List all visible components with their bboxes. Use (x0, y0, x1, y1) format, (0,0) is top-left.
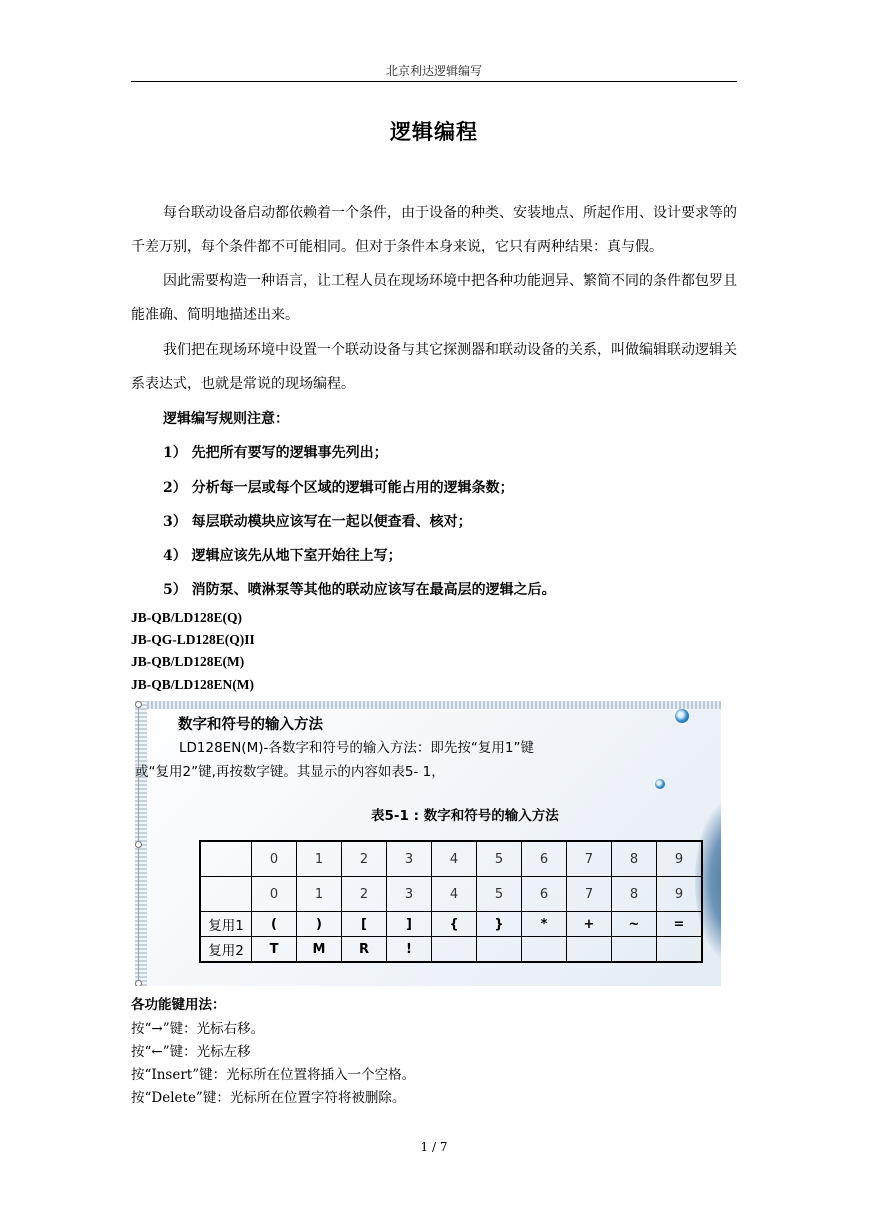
table-row-label: 复用1 (200, 912, 252, 937)
page-title: 逻辑编程 (390, 119, 478, 144)
input-method-table (199, 840, 703, 963)
table-row (200, 877, 702, 912)
table-cell (200, 841, 252, 877)
slide-table-title: 表5-1 : 数字和符号的输入方法 (371, 808, 559, 824)
table-cell: 7 (567, 877, 612, 912)
slide-instruction-text: 或“复用2”键,再按数字键。其显示的内容如表5- 1， (135, 764, 445, 780)
rule-item-3: 3） 每层联动模块应该写在一起以便查看、核对； (163, 514, 472, 530)
table-cell: R (342, 937, 387, 963)
table-cell: } (477, 912, 522, 937)
paragraph-2: 因此需要构造一种语言，让工程人员在现场环境中把各种功能迥异、繁简不同的条件都包罗且能准确、简明地描述出来。 (131, 273, 737, 323)
model-4: JB-QB/LD128EN(M) (131, 677, 254, 692)
rules-heading: 逻辑编写规则注意： (163, 411, 289, 427)
page-number: 1 / 7 (420, 1140, 448, 1154)
table-row (200, 912, 702, 937)
keys-heading: 各功能键用法： (131, 997, 226, 1013)
table-cell: M (297, 937, 342, 963)
resize-handle-top (135, 701, 142, 708)
table-cell: 4 (432, 877, 477, 912)
paragraph-3: 我们把在现场环境中设置一个联动设备与其它探测器和联动设备的关系，叫做编辑联动逻辑关系表达式，也就是常说的现场编程。 (131, 342, 737, 392)
key-usage-right: 按“→”键：光标右移。 (131, 1021, 265, 1037)
table-cell: 0 (252, 877, 297, 912)
table-cell: 7 (567, 841, 612, 877)
table-cell: 9 (657, 877, 703, 912)
table-cell: 8 (612, 877, 657, 912)
table-row (200, 841, 702, 877)
table-cell (612, 937, 657, 963)
table-cell: * (522, 912, 567, 937)
table-cell: ) (297, 912, 342, 937)
slide-heading: 数字和符号的输入方法 (178, 717, 323, 733)
model-2: JB-QG-LD128E(Q)II (131, 632, 255, 647)
key-usage-delete: 按“Delete”键：光标所在位置字符将被删除。 (131, 1090, 406, 1106)
table-row-label: 复用2 (200, 937, 252, 963)
table-cell: [ (342, 912, 387, 937)
table-cell (477, 937, 522, 963)
table-cell: 0 (252, 841, 297, 877)
table-cell: 5 (477, 877, 522, 912)
table-cell (432, 937, 477, 963)
blue-orb-decoration-small (655, 779, 665, 789)
table-cell: 4 (432, 841, 477, 877)
table-cell: + (567, 912, 612, 937)
rule-item-1: 1） 先把所有要写的逻辑事先列出； (163, 445, 388, 461)
paragraph-1: 每台联动设备启动都依赖着一个条件，由于设备的种类、安装地点、所起作用、设计要求等的千差万别，每个条件都不可能相同。但对于条件本身来说，它只有两种结果：真与假。 (131, 205, 737, 255)
table-cell (522, 937, 567, 963)
slide-instruction-line-1: LD128EN(M)-各数字和符号的输入方法：即先按“复用1”键 (179, 740, 534, 756)
running-header: 北京利达逻辑编写 (385, 64, 482, 78)
table-cell: 6 (522, 877, 567, 912)
table-cell: ~ (612, 912, 657, 937)
table-cell: = (657, 912, 703, 937)
key-usage-left: 按“←”键：光标左移 (131, 1044, 251, 1060)
rule-item-4: 4） 逻辑应该先从地下室开始往上写； (163, 548, 402, 564)
table-cell: { (432, 912, 477, 937)
table-cell: 2 (342, 841, 387, 877)
table-cell: 6 (522, 841, 567, 877)
table-row (200, 937, 702, 963)
table-cell: 1 (297, 841, 342, 877)
slide-top-band (135, 701, 721, 709)
table-cell (200, 877, 252, 912)
table-cell: 2 (342, 877, 387, 912)
table-cell: 5 (477, 841, 522, 877)
model-1: JB-QB/LD128E(Q) (131, 610, 243, 625)
embedded-slide-image (135, 701, 721, 986)
rule-item-2: 2） 分析每一层或每个区域的逻辑可能占用的逻辑条数； (163, 480, 514, 496)
key-usage-insert: 按“Insert”键：光标所在位置将插入一个空格。 (131, 1067, 416, 1083)
table-cell: 9 (657, 841, 703, 877)
rule-item-5: 5） 消防泵、喷淋泵等其他的联动应该写在最高层的逻辑之后。 (163, 582, 556, 598)
table-cell: 8 (612, 841, 657, 877)
table-cell: ( (252, 912, 297, 937)
model-3: JB-QB/LD128E(M) (131, 654, 245, 669)
table-cell (657, 937, 703, 963)
header-rule (131, 81, 737, 82)
table-cell: 3 (387, 877, 432, 912)
table-cell: ] (387, 912, 432, 937)
table-cell (567, 937, 612, 963)
slide-instruction-line-2 (135, 760, 445, 780)
table-cell: 1 (297, 877, 342, 912)
resize-handle-bottom (135, 980, 142, 986)
table-cell: ! (387, 937, 432, 963)
table-cell: T (252, 937, 297, 963)
table-cell: 3 (387, 841, 432, 877)
blue-orb-decoration (675, 709, 689, 723)
resize-handle-middle (135, 841, 142, 848)
